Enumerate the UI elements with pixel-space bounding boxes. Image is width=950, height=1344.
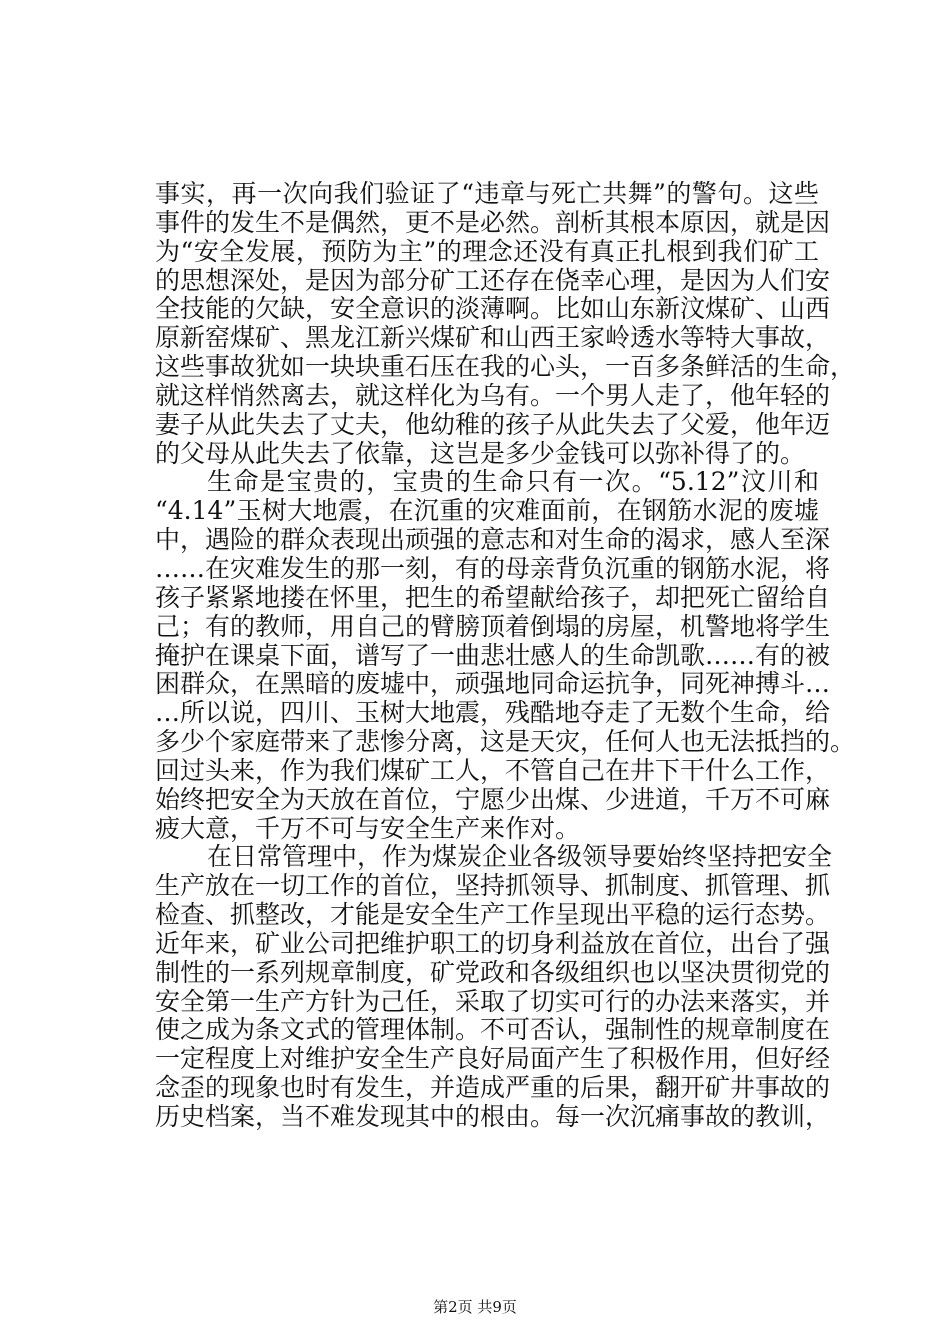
text-line: 掩护在课桌下面，谱写了一曲悲壮感人的生命凯歌……有的被 <box>155 640 831 670</box>
text-line: 一定程度上对维护安全生产良好局面产生了积极作用，但好经 <box>155 1044 831 1074</box>
text-line: 疲大意，千万不可与安全生产来作对。 <box>155 813 581 843</box>
text-line: 回过头来，作为我们煤矿工人，不管自己在井下干什么工作， <box>155 755 831 785</box>
text-line: 孩子紧紧地搂在怀里，把生的希望献给孩子，却把死亡留给自 <box>155 582 831 612</box>
text-line: 安全第一生产方针为己任，采取了切实可行的办法来落实，并 <box>155 986 831 1016</box>
text-line: 全技能的欠缺，安全意识的淡薄啊。比如山东新汶煤矿、山西 <box>155 294 831 324</box>
text-line: ……在灾难发生的那一刻，有的母亲背负沉重的钢筋水泥，将 <box>155 553 831 583</box>
text-line: 事件的发生不是偶然，更不是必然。剖析其根本原因，就是因 <box>155 207 831 237</box>
text-line: 妻子从此失去了丈夫，他幼稚的孩子从此失去了父爱，他年迈 <box>155 409 831 439</box>
page-footer: 第2页 共9页 <box>433 1298 517 1316</box>
paragraph <box>155 467 856 843</box>
text-line: 就这样悄然离去，就这样化为乌有。一个男人走了，他年轻的 <box>155 380 831 410</box>
text-line: 己；有的教师，用自己的臂膀顶着倒塌的房屋，机警地将学生 <box>155 611 831 641</box>
text-line: …所以说，四川、玉树大地震，残酷地夺走了无数个生命，给 <box>155 698 831 728</box>
text-line: 在日常管理中，作为煤炭企业各级领导要始终坚持把安全 <box>207 842 833 872</box>
text-line: 原新窑煤矿、黑龙江新兴煤矿和山西王家岭透水等特大事故， <box>155 323 831 353</box>
paragraph <box>155 842 833 1131</box>
text-line: 始终把安全为天放在首位，宁愿少出煤、少进道，千万不可麻 <box>155 784 831 814</box>
text-line: 生命是宝贵的，宝贵的生命只有一次。“5.12”汶川和 <box>207 467 819 497</box>
text-line: 中，遇险的群众表现出顽强的意志和对生命的渴求，感人至深 <box>155 525 831 555</box>
document-body <box>155 179 856 1132</box>
text-line: 这些事故犹如一块块重石压在我的心头，一百多条鲜活的生命， <box>155 352 856 382</box>
text-line: “4.14”玉树大地震，在沉重的灾难面前，在钢筋水泥的废墟 <box>155 496 819 526</box>
text-line: 生产放在一切工作的首位，坚持抓领导、抓制度、抓管理、抓 <box>155 871 831 901</box>
text-line: 念歪的现象也时有发生，并造成严重的后果，翻开矿井事故的 <box>155 1073 831 1103</box>
paragraph <box>155 179 856 468</box>
text-line: 历史档案，当不难发现其中的根由。每一次沉痛事故的教训， <box>155 1102 831 1131</box>
text-line: 为“安全发展，预防为主”的理念还没有真正扎根到我们矿工 <box>155 236 819 266</box>
text-line: 的父母从此失去了依靠，这岂是多少金钱可以弥补得了的。 <box>155 438 806 468</box>
text-line: 制性的一系列规章制度，矿党政和各级组织也以坚决贯彻党的 <box>155 957 831 987</box>
text-line: 检查、抓整改，才能是安全生产工作呈现出平稳的运行态势。 <box>155 900 831 930</box>
text-line: 使之成为条文式的管理体制。不可否认，强制性的规章制度在 <box>155 1015 831 1045</box>
text-line: 多少个家庭带来了悲惨分离，这是天灾，任何人也无法抵挡的。 <box>155 727 856 757</box>
text-line: 的思想深处，是因为部分矿工还存在侥幸心理，是因为人们安 <box>155 265 831 295</box>
text-line: 事实，再一次向我们验证了“违章与死亡共舞”的警句。这些 <box>155 179 819 208</box>
text-line: 近年来，矿业公司把维护职工的切身利益放在首位，出台了强 <box>155 928 831 958</box>
text-line: 困群众，在黑暗的废墟中，顽强地同命运抗争，同死神搏斗… <box>155 669 831 699</box>
